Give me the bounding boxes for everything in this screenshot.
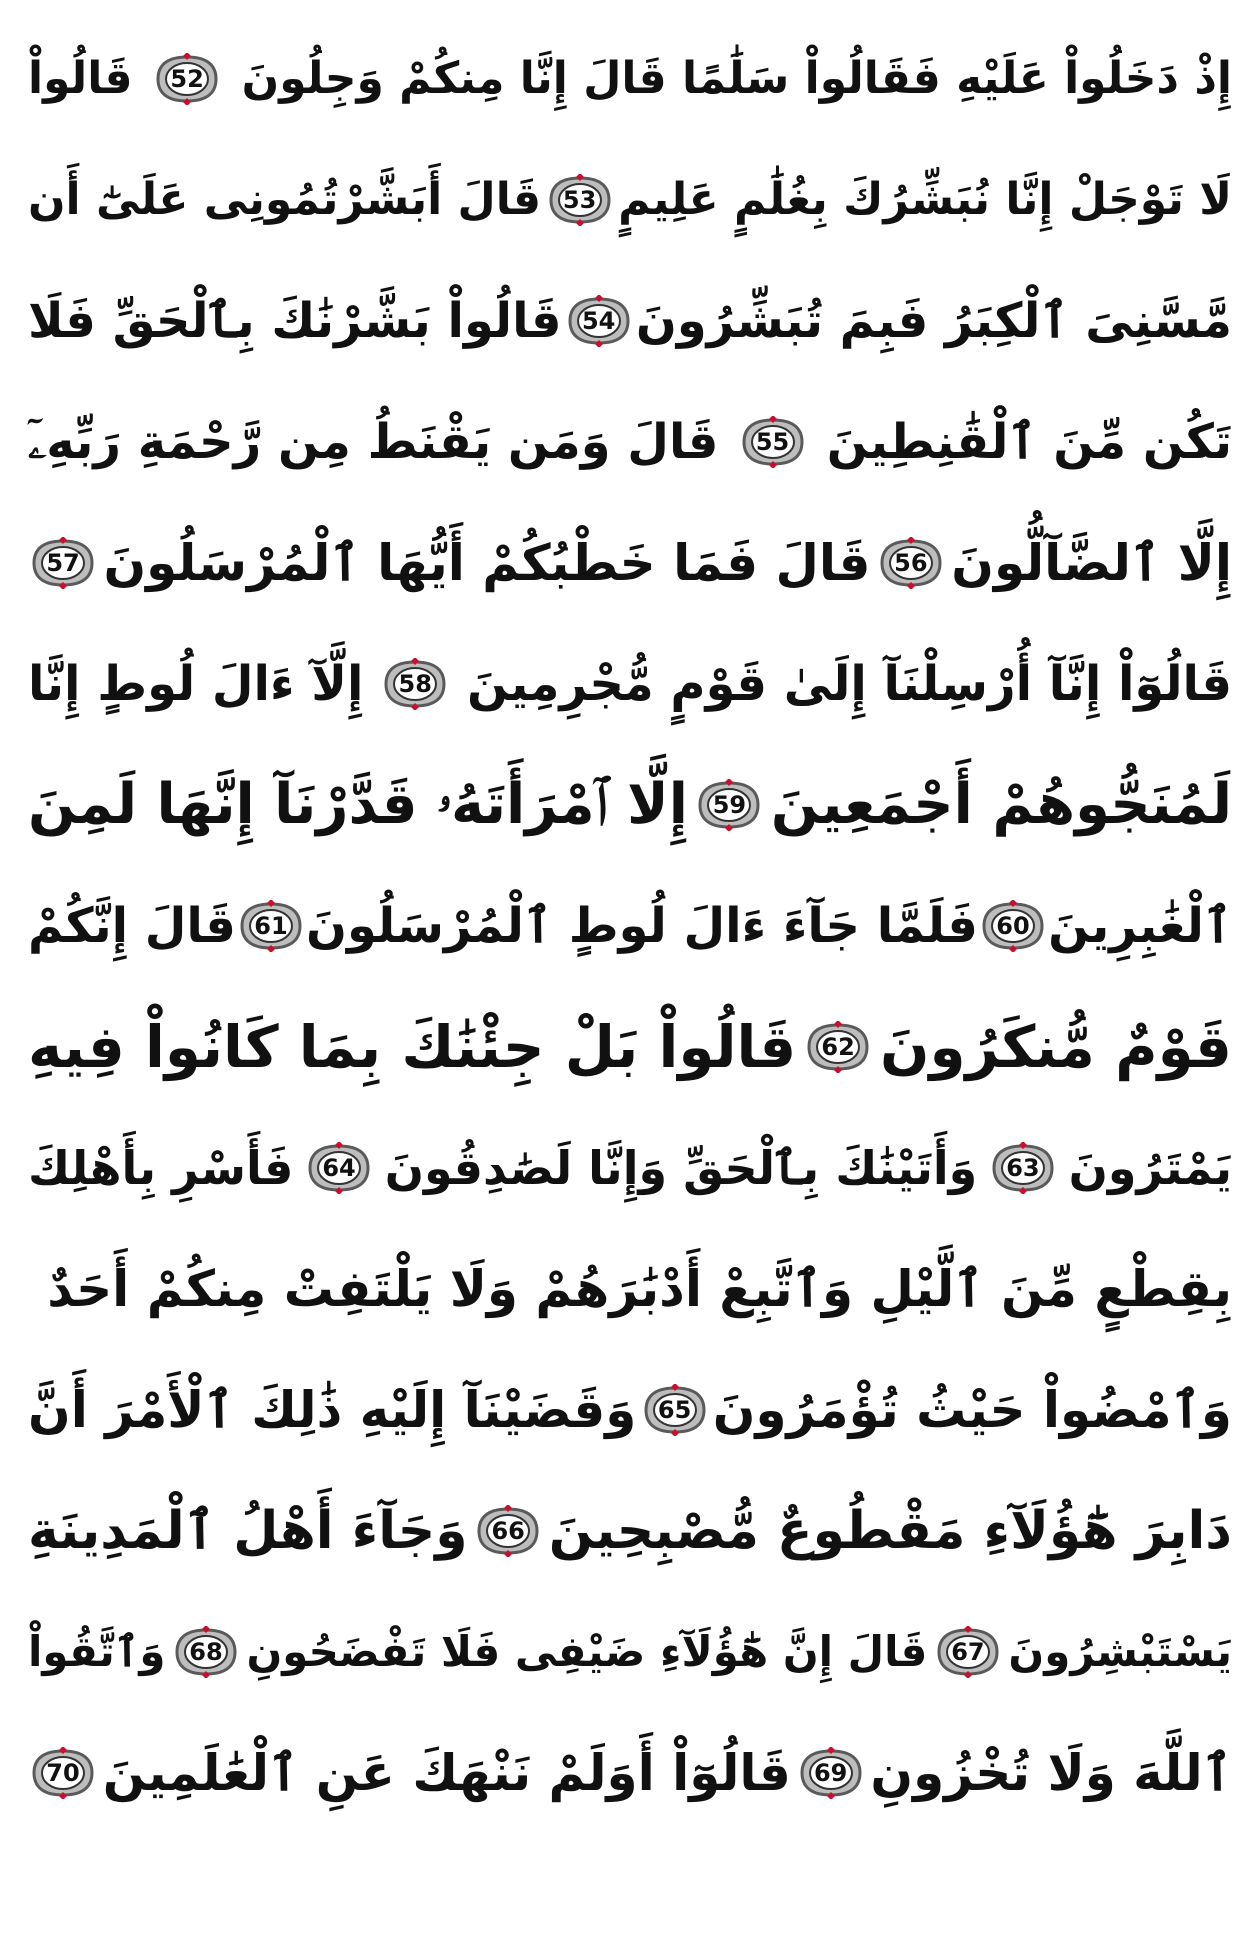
verse-text: قَالُواْ بَلْ جِئْنَٰكَ بِمَا كَانُواْ فِيهِ (28, 1012, 797, 1081)
verse-text: فَأَسْرِ بِأَهْلِكَ (28, 1140, 294, 1195)
ayah-number: 59 (712, 790, 747, 819)
verse-line (28, 260, 1232, 381)
ayah-number-marker (640, 1384, 710, 1436)
ayah-number-marker (545, 174, 615, 226)
verse-text: إِذْ دَخَلُواْ عَلَيْهِ فَقَالُواْ سَلَٰمًا قَالَ إِنَّا مِنكُمْ وَجِلُونَ (241, 52, 1232, 104)
ayah-number-marker (803, 1021, 873, 1073)
verse-text: وَٱمْضُواْ حَيْثُ تُؤْمَرُونَ (712, 1380, 1232, 1439)
verse-line (28, 986, 1232, 1107)
verse-line (28, 502, 1232, 623)
ayah-number: 61 (254, 911, 288, 940)
verse-text: لَمُنَجُّوهُمْ أَجْمَعِينَ (770, 771, 1232, 837)
verse-text: قَالُواْ (28, 52, 133, 104)
verse-text: مَّسَّنِىَ ٱلْكِبَرُ فَبِمَ تُبَشِّرُونَ (635, 292, 1232, 349)
verse-text: قَالَ فَمَا خَطْبُكُمْ أَيُّهَا ٱلْمُرْسَلُونَ (103, 533, 871, 592)
verse-line (28, 865, 1232, 986)
ayah-number: 65 (657, 1395, 692, 1424)
verse-line (28, 1712, 1232, 1833)
ayah-number: 54 (581, 306, 616, 335)
verse-text: قَالَ إِنَّكُمْ (28, 897, 236, 954)
verse-text: وَجَآءَ أَهْلُ ٱلْمَدِينَةِ (28, 1500, 468, 1561)
verse-text: قَالَ إِنَّ هَٰٓؤُلَآءِ ضَيْفِى فَلَا تَفْضَحُونِ (246, 1626, 928, 1676)
ayah-number-marker (796, 1747, 866, 1799)
ayah-number-marker (152, 53, 222, 105)
verse-text: قَالَ وَمَن يَقْنَطُ مِن رَّحْمَةِ رَبِّهِۦٓ (28, 413, 719, 470)
verse-line (28, 1591, 1232, 1712)
verse-text: وَٱتَّقُواْ (28, 1626, 166, 1676)
ayah-number: 64 (322, 1153, 356, 1182)
verse-text: فَلَمَّا جَآءَ ءَالَ لُوطٍ ٱلْمُرْسَلُونَ (306, 897, 978, 954)
ayah-number-marker (564, 295, 634, 347)
ayah-number: 55 (755, 427, 790, 456)
verse-text: قَالَ أَبَشَّرْتُمُونِى عَلَىٰٓ أَن (28, 173, 542, 225)
verse-line (28, 1470, 1232, 1591)
verse-text: يَسْتَبْشِرُونَ (1008, 1626, 1232, 1676)
ayah-number-marker (933, 1626, 1003, 1678)
ayah-number-marker (171, 1626, 241, 1678)
verse-line (28, 139, 1232, 260)
ayah-number: 66 (491, 1516, 525, 1545)
ayah-number-marker (876, 537, 946, 589)
ayah-number: 52 (170, 64, 204, 93)
ayah-number-marker (738, 416, 808, 468)
verse-text: يَمْتَرُونَ (1068, 1140, 1232, 1195)
verse-text: قَالُواْ بَشَّرْنَٰكَ بِٱلْحَقِّ فَلَا (28, 292, 562, 349)
ayah-number: 67 (951, 1637, 985, 1666)
verse-text: ٱلْغَٰبِرِينَ (1048, 897, 1232, 954)
verse-text: إِلَّآ ءَالَ لُوطٍ إِنَّا (28, 655, 364, 712)
ayah-number: 53 (562, 185, 597, 214)
ayah-number: 57 (46, 548, 80, 577)
ayah-number: 68 (189, 1637, 223, 1666)
verse-line (28, 744, 1232, 865)
ayah-number-marker (473, 1505, 543, 1557)
verse-text: قَوْمٌ مُّنكَرُونَ (880, 1012, 1232, 1081)
verse-text: قَالُوٓاْ أَوَلَمْ نَنْهَكَ عَنِ ٱلْعَٰلَمِينَ (102, 1743, 791, 1802)
ayah-number: 70 (46, 1758, 80, 1787)
ayah-number-marker (988, 1142, 1058, 1194)
ayah-number: 69 (813, 1758, 848, 1787)
ayah-number-marker (304, 1142, 374, 1194)
verse-text: إِلَّا ٱمْرَأَتَهُۥ قَدَّرْنَآ إِنَّهَا لَمِنَ (28, 771, 688, 837)
ayah-number-marker (380, 658, 450, 710)
verse-text: وَقَضَيْنَآ إِلَيْهِ ذَٰلِكَ ٱلْأَمْرَ أَنَّ (28, 1380, 637, 1439)
verse-text: تَكُن مِّنَ ٱلْقَٰنِطِينَ (826, 413, 1232, 470)
ayah-number: 58 (398, 669, 432, 698)
ayah-number: 56 (894, 548, 928, 577)
verse-line (28, 1228, 1232, 1349)
ayah-number-marker (978, 900, 1048, 952)
verse-line (28, 1349, 1232, 1470)
verse-text: ٱللَّهَ وَلَا تُخْزُونِ (870, 1743, 1232, 1802)
ayah-number-marker (28, 1747, 98, 1799)
verse-text: دَابِرَ هَٰٓؤُلَآءِ مَقْطُوعٌ مُّصْبِحِينَ (548, 1500, 1232, 1561)
ayah-number: 60 (996, 911, 1030, 940)
ayah-number: 63 (1006, 1153, 1040, 1182)
verse-text: لَا تَوْجَلْ إِنَّا نُبَشِّرُكَ بِغُلَٰمٍ عَلِيمٍ (618, 173, 1232, 225)
verse-line (28, 18, 1232, 139)
verse-line (28, 623, 1232, 744)
verse-text: وَأَتَيْنَٰكَ بِٱلْحَقِّ وَإِنَّا لَصَٰدِقُونَ (384, 1140, 978, 1195)
ayah-number-marker (28, 537, 98, 589)
verse-text: بِقِطْعٍ مِّنَ ٱلَّيْلِ وَٱتَّبِعْ أَدْبَٰرَهُمْ وَلَا يَلْتَفِتْ مِنكُمْ أَحَدٌ (47, 1259, 1232, 1318)
ayah-number-marker (236, 900, 306, 952)
ayah-number: 62 (821, 1032, 855, 1061)
verse-line (28, 1107, 1232, 1228)
ayah-number-marker (694, 779, 764, 831)
verse-text: إِلَّا ٱلضَّآلُّونَ (951, 533, 1232, 592)
verse-line (28, 381, 1232, 502)
verse-text: قَالُوٓاْ إِنَّآ أُرْسِلْنَآ إِلَىٰ قَوْمٍ مُّجْرِمِينَ (467, 655, 1232, 712)
